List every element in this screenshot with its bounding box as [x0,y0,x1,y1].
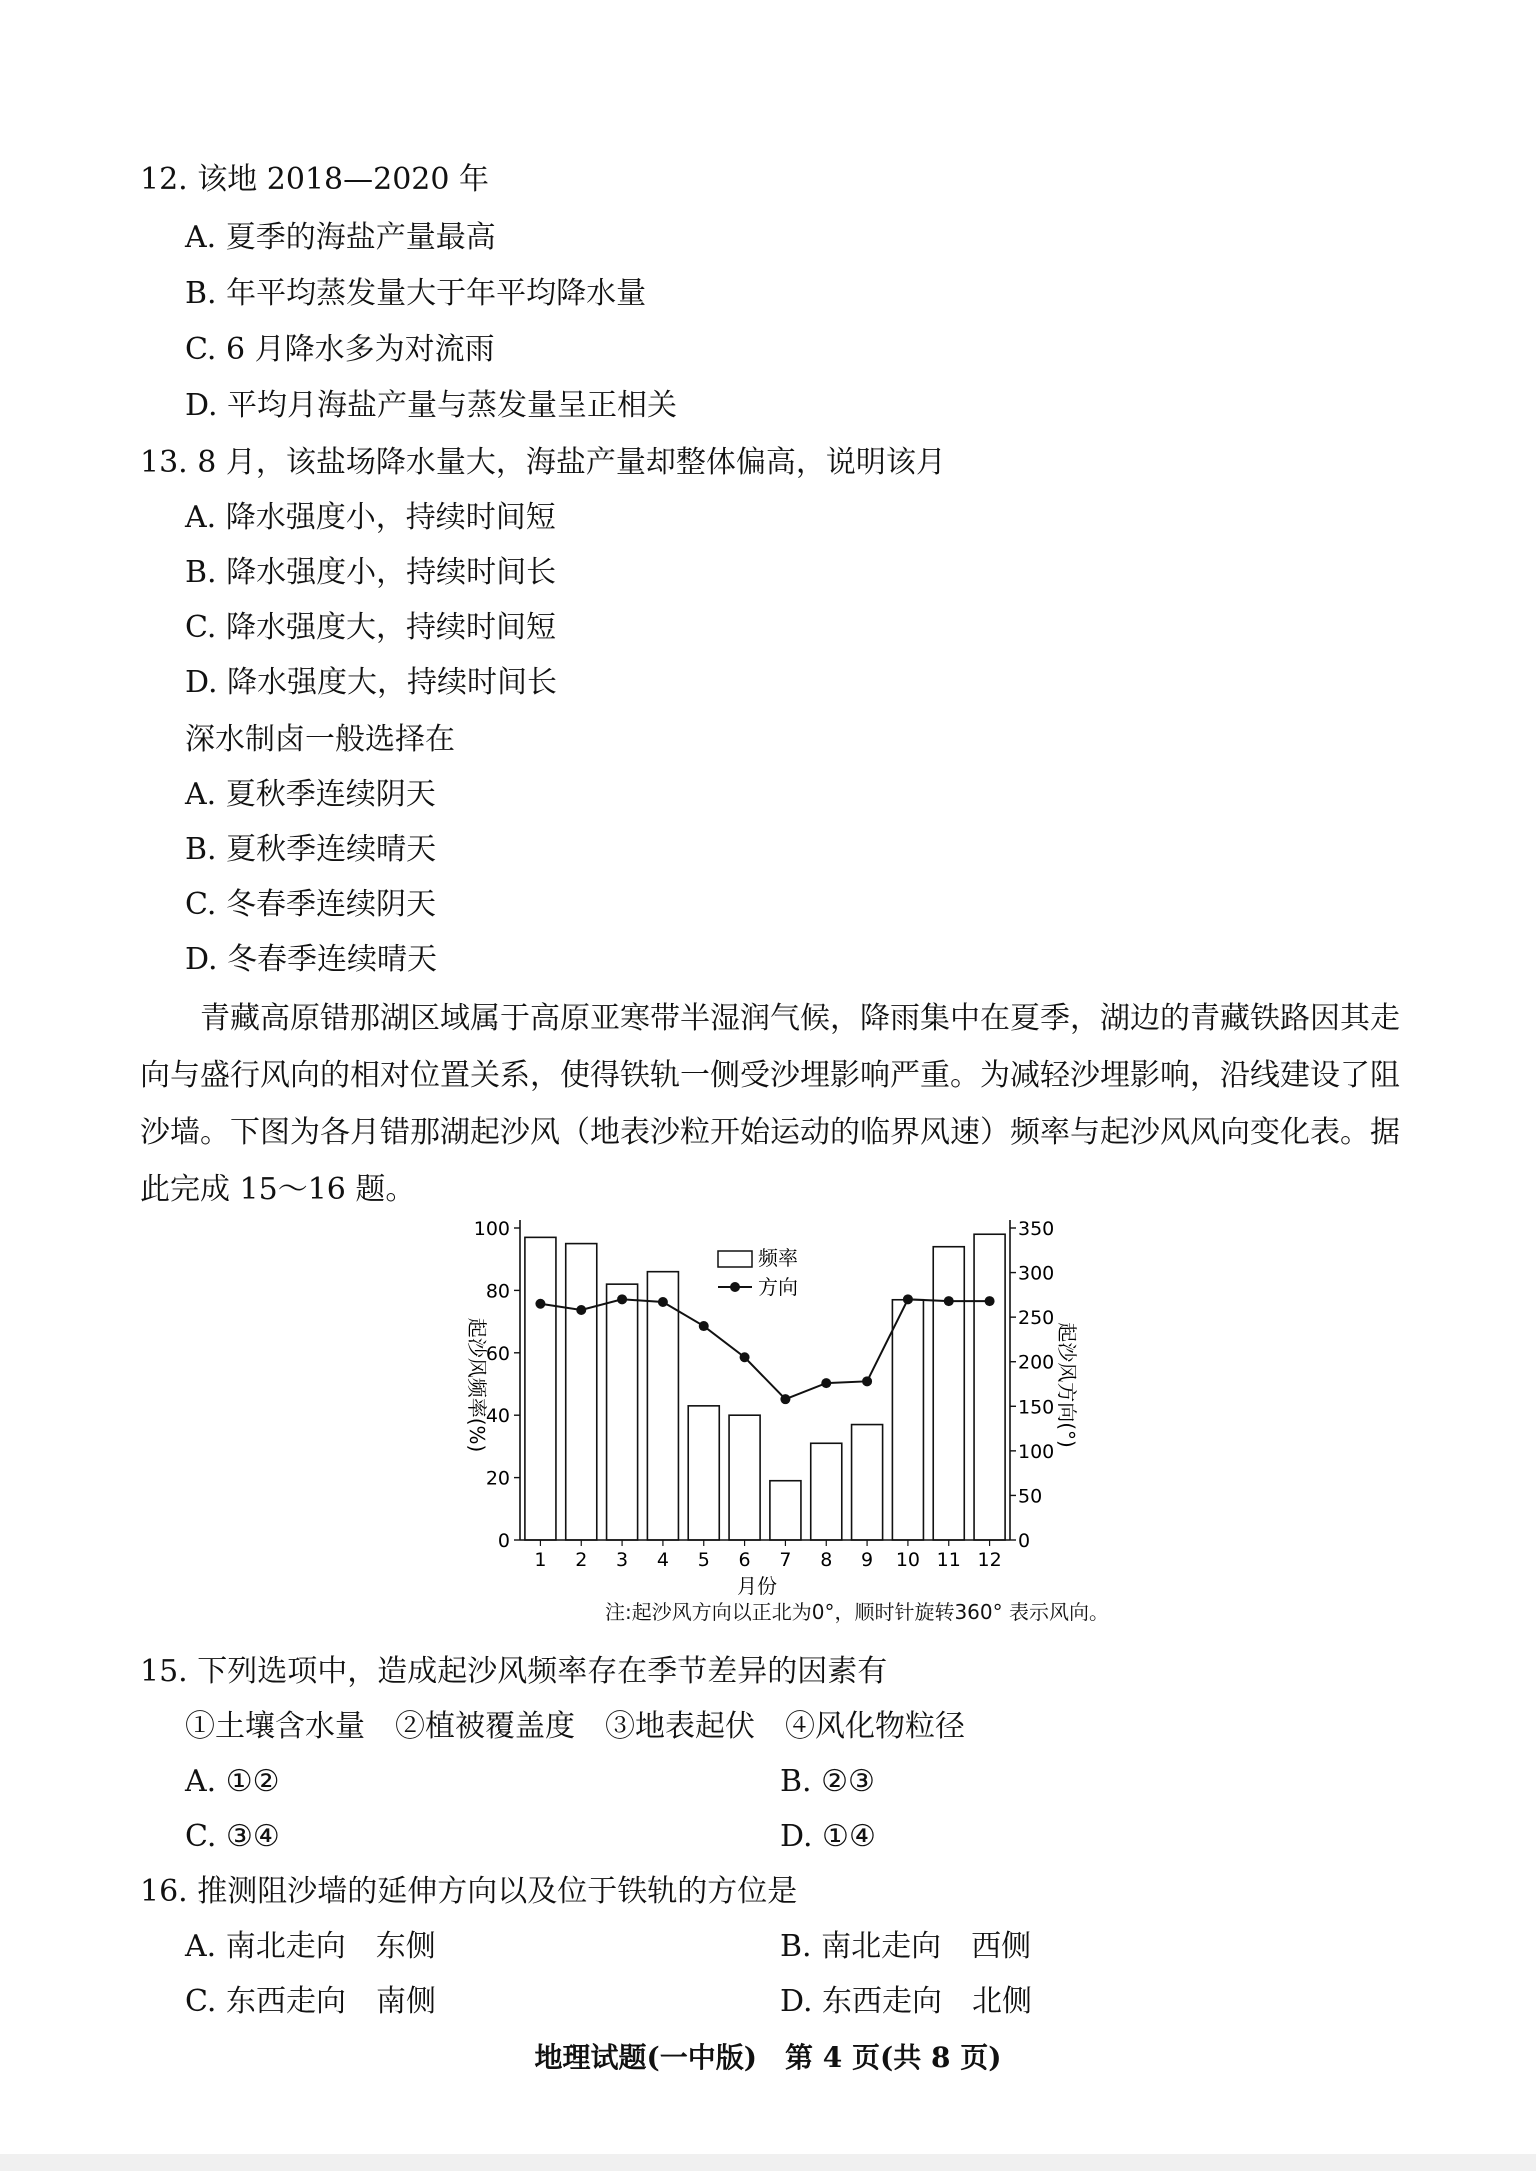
chart-y2-tick-label: 250 [1018,1307,1055,1330]
q16-option-b: B. 南北走向 西侧 [780,1929,1032,1964]
chart-bar [647,1272,678,1540]
legend-label-frequency: 频率 [758,1246,798,1270]
q16-option-d: D. 东西走向 北侧 [780,1984,1033,2019]
q12-option-c: C. 6 月降水多为对流雨 [185,332,495,367]
chart-line-point [576,1305,586,1315]
chart-bar [688,1406,719,1540]
chart-line-point [862,1376,872,1386]
q15-factors: ①土壤含水量 ②植被覆盖度 ③地表起伏 ④风化物粒径 [185,1709,965,1744]
chart-y2-tick-label: 350 [1018,1218,1055,1240]
chart-x-tick-label: 8 [820,1549,833,1571]
chart-bar [811,1443,842,1540]
chart-x-tick-label: 6 [738,1549,751,1571]
q13-stem: 13. 8 月，该盐场降水量大，海盐产量却整体偏高，说明该月 [140,445,946,480]
q16-option-c: C. 东西走向 南侧 [185,1984,436,2019]
chart-line-point [944,1296,954,1306]
chart-y2label: 起沙风方向(°) [1055,1322,1079,1448]
q14-stem: 深水制卤一般选择在 [185,722,455,757]
q15-option-b: B. ②③ [780,1764,875,1799]
chart-x-tick-label: 10 [895,1549,921,1571]
q14-option-c: C. 冬春季连续阴天 [185,887,436,922]
q12-option-d: D. 平均月海盐产量与蒸发量呈正相关 [185,388,678,423]
q13-option-b: B. 降水强度小，持续时间长 [185,555,557,590]
chart-note: 注:起沙风方向以正北为0°，顺时针旋转360° 表示风向。 [605,1600,1109,1624]
chart-x-tick-label: 2 [575,1549,588,1571]
q14-option-b: B. 夏秋季连续晴天 [185,832,437,867]
chart-xlabel: 月份 [737,1574,777,1598]
chart-bar [607,1284,638,1540]
chart-bar [933,1247,964,1540]
chart-x-tick-label: 5 [697,1549,710,1571]
chart-line-point [780,1394,790,1404]
q14-option-d: D. 冬春季连续晴天 [185,942,438,977]
chart-x-tick-label: 3 [616,1549,629,1571]
chart-x-tick-label: 11 [936,1549,961,1571]
q13-option-a: A. 降水强度小，持续时间短 [185,500,556,535]
q15-option-a: A. ①② [185,1764,280,1799]
chart-ylabel: 起沙风频率(%) [465,1317,489,1453]
chart-y2-tick-label: 100 [1018,1440,1055,1463]
chart-line-point [821,1378,831,1388]
q15-stem: 15. 下列选项中，造成起沙风频率存在季节差异的因素有 [140,1654,888,1689]
q12-stem: 12. 该地 2018—2020 年 [140,162,490,197]
chart-line-point [903,1294,913,1304]
chart-bar [852,1425,883,1540]
chart-x-tick-label: 1 [534,1549,547,1571]
legend-label-direction: 方向 [758,1275,798,1299]
q16-stem: 16. 推测阻沙墙的延伸方向以及位于铁轨的方位是 [140,1874,798,1909]
chart-y2-tick-label: 200 [1018,1351,1055,1374]
chart-bar [525,1237,556,1540]
chart-bar [566,1244,597,1540]
chart-y-tick-label: 100 [473,1218,510,1240]
page-footer: 地理试题(一中版) 第 4 页(共 8 页) [534,2041,1002,2074]
q12-option-a: A. 夏季的海盐产量最高 [185,220,496,255]
chart-x-tick-label: 9 [861,1549,874,1571]
chart-svg [450,1210,1090,1600]
q16-option-a: A. 南北走向 东侧 [185,1929,436,1964]
q12-option-b: B. 年平均蒸发量大于年平均降水量 [185,276,647,311]
chart-line-point [740,1352,750,1362]
chart-y2-tick-label: 300 [1018,1262,1055,1285]
q15-option-d: D. ①④ [780,1819,876,1854]
chart-bar [974,1234,1005,1540]
q14-option-a: A. 夏秋季连续阴天 [185,777,436,812]
chart-line-point [617,1294,627,1304]
chart-x-tick-label: 4 [656,1549,669,1571]
chart-y-tick-label: 80 [485,1280,510,1303]
chart-y2-tick-label: 50 [1018,1485,1043,1508]
legend-line-marker [730,1282,740,1292]
q13-option-d: D. 降水强度大，持续时间长 [185,665,558,700]
chart-bar [770,1481,801,1540]
scan-edge [0,2154,1536,2171]
legend-bar-swatch [718,1251,752,1267]
chart-y2-tick-label: 0 [1018,1530,1031,1552]
chart-bar [729,1415,760,1540]
chart-y-tick-label: 40 [485,1405,510,1428]
chart-line-point [985,1296,995,1306]
chart-line-point [699,1321,709,1331]
chart-legend [718,1246,798,1299]
chart-x-tick-label: 7 [779,1549,792,1571]
passage-text: 青藏高原错那湖区域属于高原亚寒带半湿润气候，降雨集中在夏季，湖边的青藏铁路因其走向与盛行风向的相对位置关系，使得铁轨一侧受沙埋影响严重。为减轻沙埋影响，沿线建设了阻沙墙。下图为各月错那湖起沙风（地表沙粒开始运动的临界风速）频率与起沙风风向变化表。据此完成 15～16 题。 [140,1001,1400,1207]
chart-y-tick-label: 20 [485,1467,510,1490]
chart [450,1210,1090,1600]
q13-option-c: C. 降水强度大，持续时间短 [185,610,556,645]
chart-y2-tick-label: 150 [1018,1396,1055,1419]
q15-option-c: C. ③④ [185,1819,280,1854]
chart-y-tick-label: 60 [485,1342,510,1365]
chart-line-point [535,1299,545,1309]
chart-line-point [658,1297,668,1307]
chart-x-tick-label: 12 [977,1549,1002,1571]
chart-y-tick-label: 0 [497,1530,510,1552]
chart-bar [892,1300,923,1540]
